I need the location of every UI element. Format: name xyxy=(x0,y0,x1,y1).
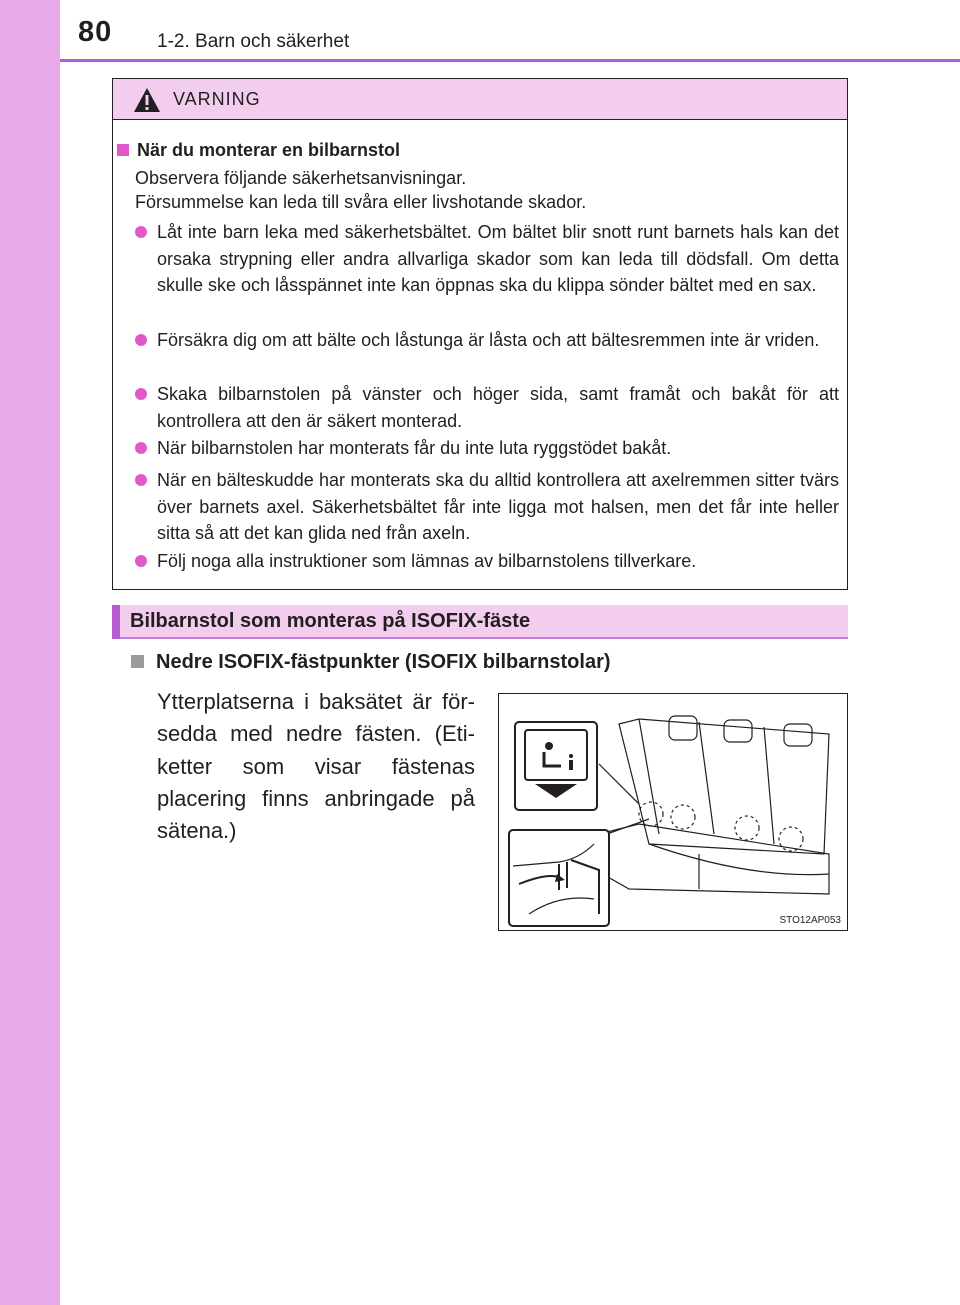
warning-subheading-text: När du monterar en bilbarnstol xyxy=(137,140,401,160)
bullet-dot-icon xyxy=(135,474,147,486)
warning-label: VARNING xyxy=(173,89,261,109)
warning-subheading xyxy=(117,140,400,161)
bullet-dot-icon xyxy=(135,442,147,454)
warning-bullet-5: När en bälteskudde har monterats ska du alltid kontrollera att axelremmen sitter tvärs över barnets axel. Säkerhetsbältet får inte ligga mot halsen, men det får inte heller sitta så att det kan glida ned från axeln. xyxy=(157,470,839,543)
warning-bullet-2: Försäkra dig om att bälte och låstunga är låsta och att bältesremmen inte är vriden. xyxy=(157,330,820,350)
header-rule xyxy=(60,59,960,62)
isofix-seat-illustration xyxy=(498,693,848,931)
page-number: 80 xyxy=(78,16,113,48)
page-header xyxy=(0,0,960,60)
isofix-paragraph: Ytterplatserna i baksätet är för-sedda med nedre fästen. (Eti-ketter som visar fästenas placering finns anbringade på sätena.) xyxy=(157,689,475,844)
warning-box xyxy=(112,78,848,590)
warning-header xyxy=(113,79,847,120)
square-bullet-icon xyxy=(131,655,144,668)
warning-triangle-icon xyxy=(133,87,161,113)
section-title: 1-2. Barn och säkerhet xyxy=(157,31,350,52)
bullet-dot-icon xyxy=(135,388,147,400)
warning-intro-1: Observera följande säkerhetsanvisningar. xyxy=(135,168,467,188)
rear-seat-drawing xyxy=(499,694,848,931)
warning-bullet-1: Låt inte barn leka med säkerhetsbältet. Om bältet blir snott runt barnets hals kan det orsaka strypning eller andra allvarliga skador som kan leda till dödsfall. Om detta skulle ske och låsspännet inte kan öppnas ska du klippa sönder bältet med en sax. xyxy=(157,222,839,295)
bullet-dot-icon xyxy=(135,226,147,238)
section-banner-title: Bilbarnstol som monteras på ISOFIX-fäste xyxy=(130,610,531,632)
bullet-dot-icon xyxy=(135,334,147,346)
warning-intro-2: Försummelse kan leda till svåra eller livshotande skador. xyxy=(135,192,587,212)
warning-bullet-6: Följ noga alla instruktioner som lämnas av bilbarnstolens tillverkare. xyxy=(157,551,697,571)
warning-bullet-4: När bilbarnstolen har monterats får du inte luta ryggstödet bakåt. xyxy=(157,438,672,458)
isofix-heading-text: Nedre ISOFIX-fästpunkter (ISOFIX bilbarnstolar) xyxy=(156,651,611,673)
section-banner xyxy=(112,605,848,639)
figure-code: STO12AP053 xyxy=(779,915,841,926)
warning-bullet-3: Skaka bilbarnstolen på vänster och höger sida, samt framåt och bakåt för att kontrollera att den är säkert monterad. xyxy=(157,384,839,431)
isofix-heading xyxy=(131,651,611,674)
banner-accent xyxy=(112,605,120,639)
side-strip xyxy=(0,0,60,1305)
square-bullet-icon xyxy=(117,144,129,156)
bullet-dot-icon xyxy=(135,555,147,567)
